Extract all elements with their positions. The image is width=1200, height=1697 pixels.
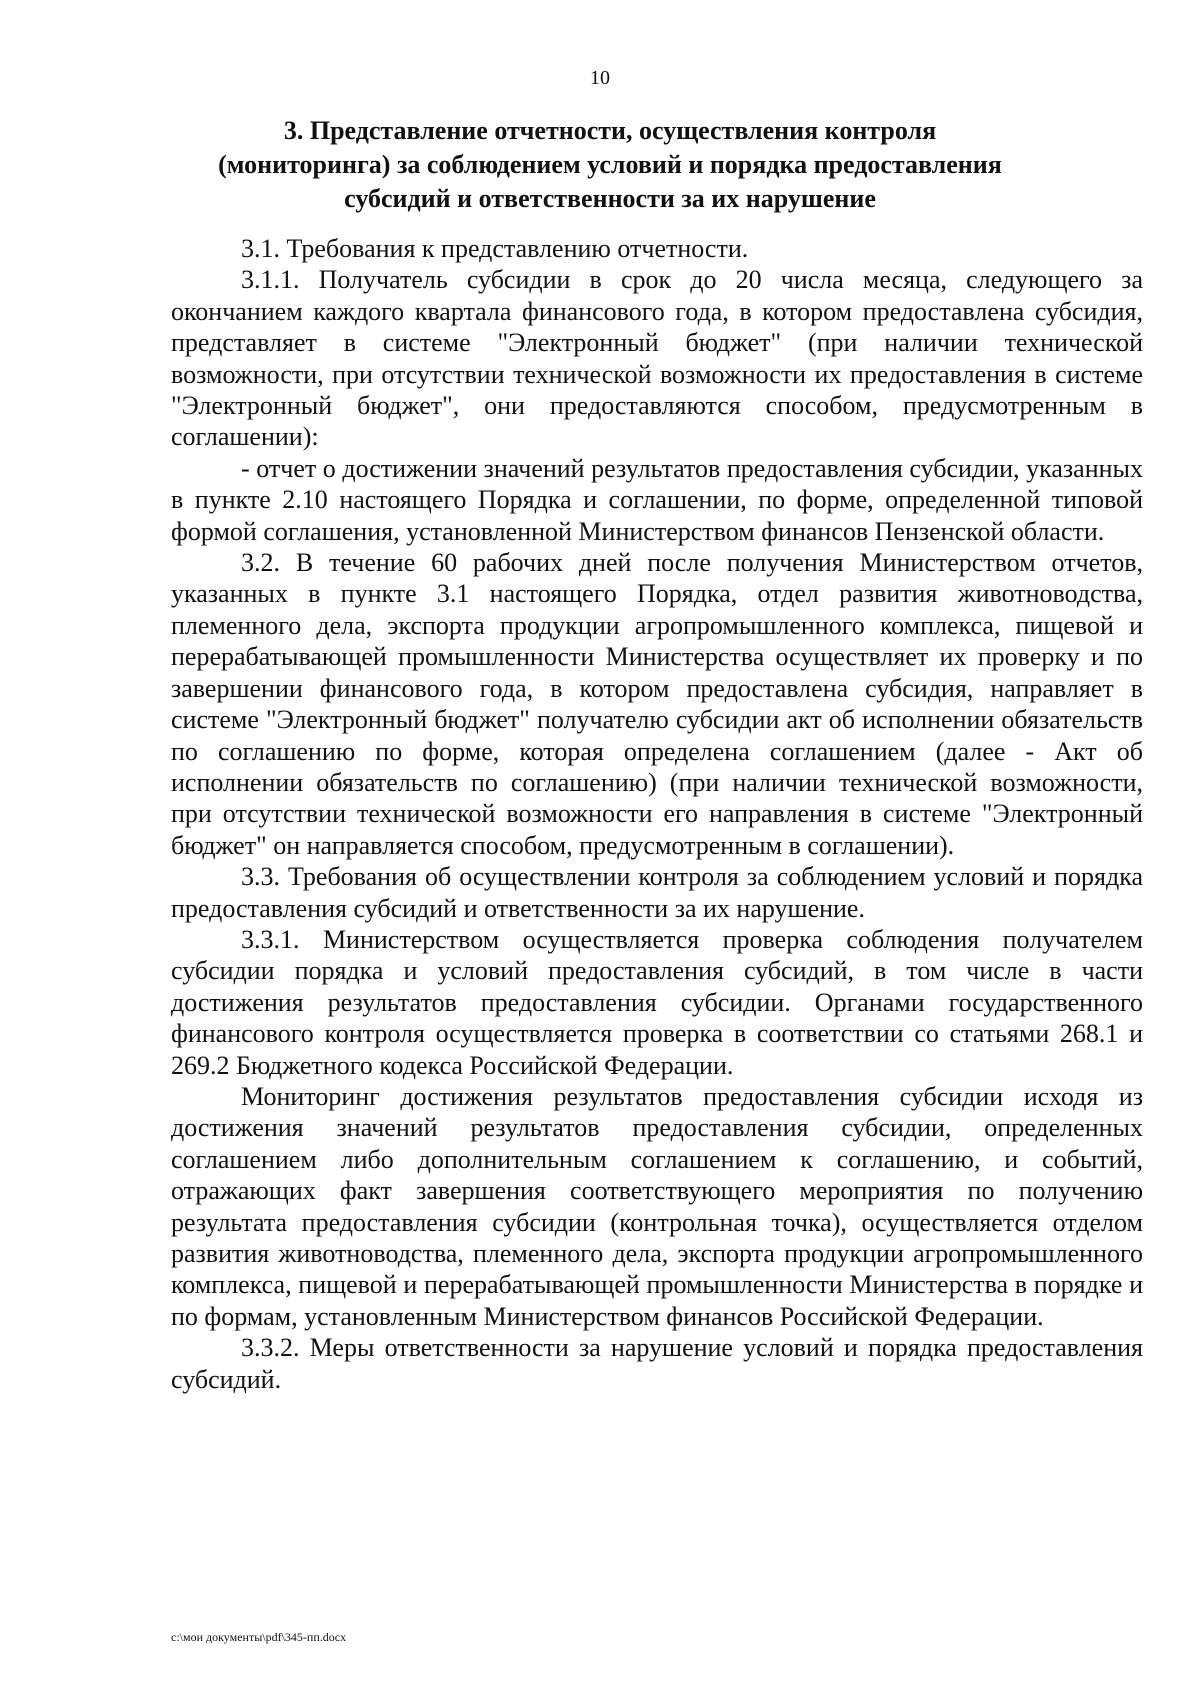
- paragraph-3-1-1: 3.1.1. Получатель субсидии в срок до 20 числа месяца, следующего за окончанием каждого квартала финансового года, в котором предоставлена субсидия, представляет в системе "Электронный бюджет" (при наличии технической возможности, при отсутствии технической возможности их предоставления в системе "Электронный бюджет", они предоставляются способом, предусмотренным в соглашении):: [171, 265, 1143, 452]
- section-heading-line-2: (мониторинга) за соблюдением условий и порядка предоставления: [218, 150, 1002, 179]
- paragraph-3-3-1: 3.3.1. Министерством осуществляется проверка соблюдения получателем субсидии порядка и условий предоставления субсидий, в том числе в части достижения результатов предоставления субсидии. Органами государственного финансового контроля осуществляется проверка в соответствии со статьями 268.1 и 269.2 Бюджетного кодекса Российской Федерации.: [171, 924, 1143, 1080]
- paragraph-3-3-2: 3.3.2. Меры ответственности за нарушение условий и порядка предоставления субсидий.: [171, 1333, 1143, 1394]
- section-heading-line-3: субсидий и ответственности за их нарушение: [344, 184, 876, 213]
- section-heading: [160, 114, 1060, 216]
- paragraph-3-1: 3.1. Требования к представлению отчетности.: [241, 234, 749, 263]
- section-heading-line-1: 3. Представление отчетности, осуществления контроля: [283, 116, 937, 145]
- page-number: 10: [590, 67, 610, 89]
- paragraph-monitoring: Мониторинг достижения результатов предоставления субсидии исходя из достижения значений результатов предоставления субсидии, определенных соглашением либо дополнительным соглашением к соглашению, и событий, отражающих факт завершения соответствующего мероприятия по получению результата предоставления субсидии (контрольная точка), осуществляется отделом развития животноводства, племенного дела, экспорта продукции агропромышленного комплекса, пищевой и перерабатывающей промышленности Министерства в порядке и по формам, установленным Министерством финансов Российской Федерации.: [171, 1081, 1143, 1331]
- paragraph-3-2: 3.2. В течение 60 рабочих дней после получения Министерством отчетов, указанных в пункте 3.1 настоящего Порядка, отдел развития животноводства, племенного дела, экспорта продукции агропромышленного комплекса, пищевой и перерабатывающей промышленности Министерства осуществляет их проверку и по завершении финансового года, в котором предоставлена субсидия, направляет в системе "Электронный бюджет" получателю субсидии акт об исполнении обязательств по соглашению по форме, которая определена соглашением (далее - Акт об исполнении обязательств по соглашению) (при наличии технической возможности, при отсутствии технической возможности его направления в системе "Электронный бюджет" он направляется способом, предусмотренным в соглашении).: [171, 548, 1143, 860]
- body-text: [171, 233, 1143, 1395]
- footer-file-path: c:\мои документы\pdf\345-пп.docx: [171, 1630, 347, 1644]
- paragraph-3-3: 3.3. Требования об осуществлении контроля за соблюдением условий и порядка предоставления субсидий и ответственности за их нарушение.: [171, 862, 1143, 923]
- paragraph-report-item: - отчет о достижении значений результатов предоставления субсидии, указанных в пункте 2.10 настоящего Порядка и соглашении, по форме, определенной типовой формой соглашения, установленной Министерством финансов Пензенской области.: [171, 453, 1143, 546]
